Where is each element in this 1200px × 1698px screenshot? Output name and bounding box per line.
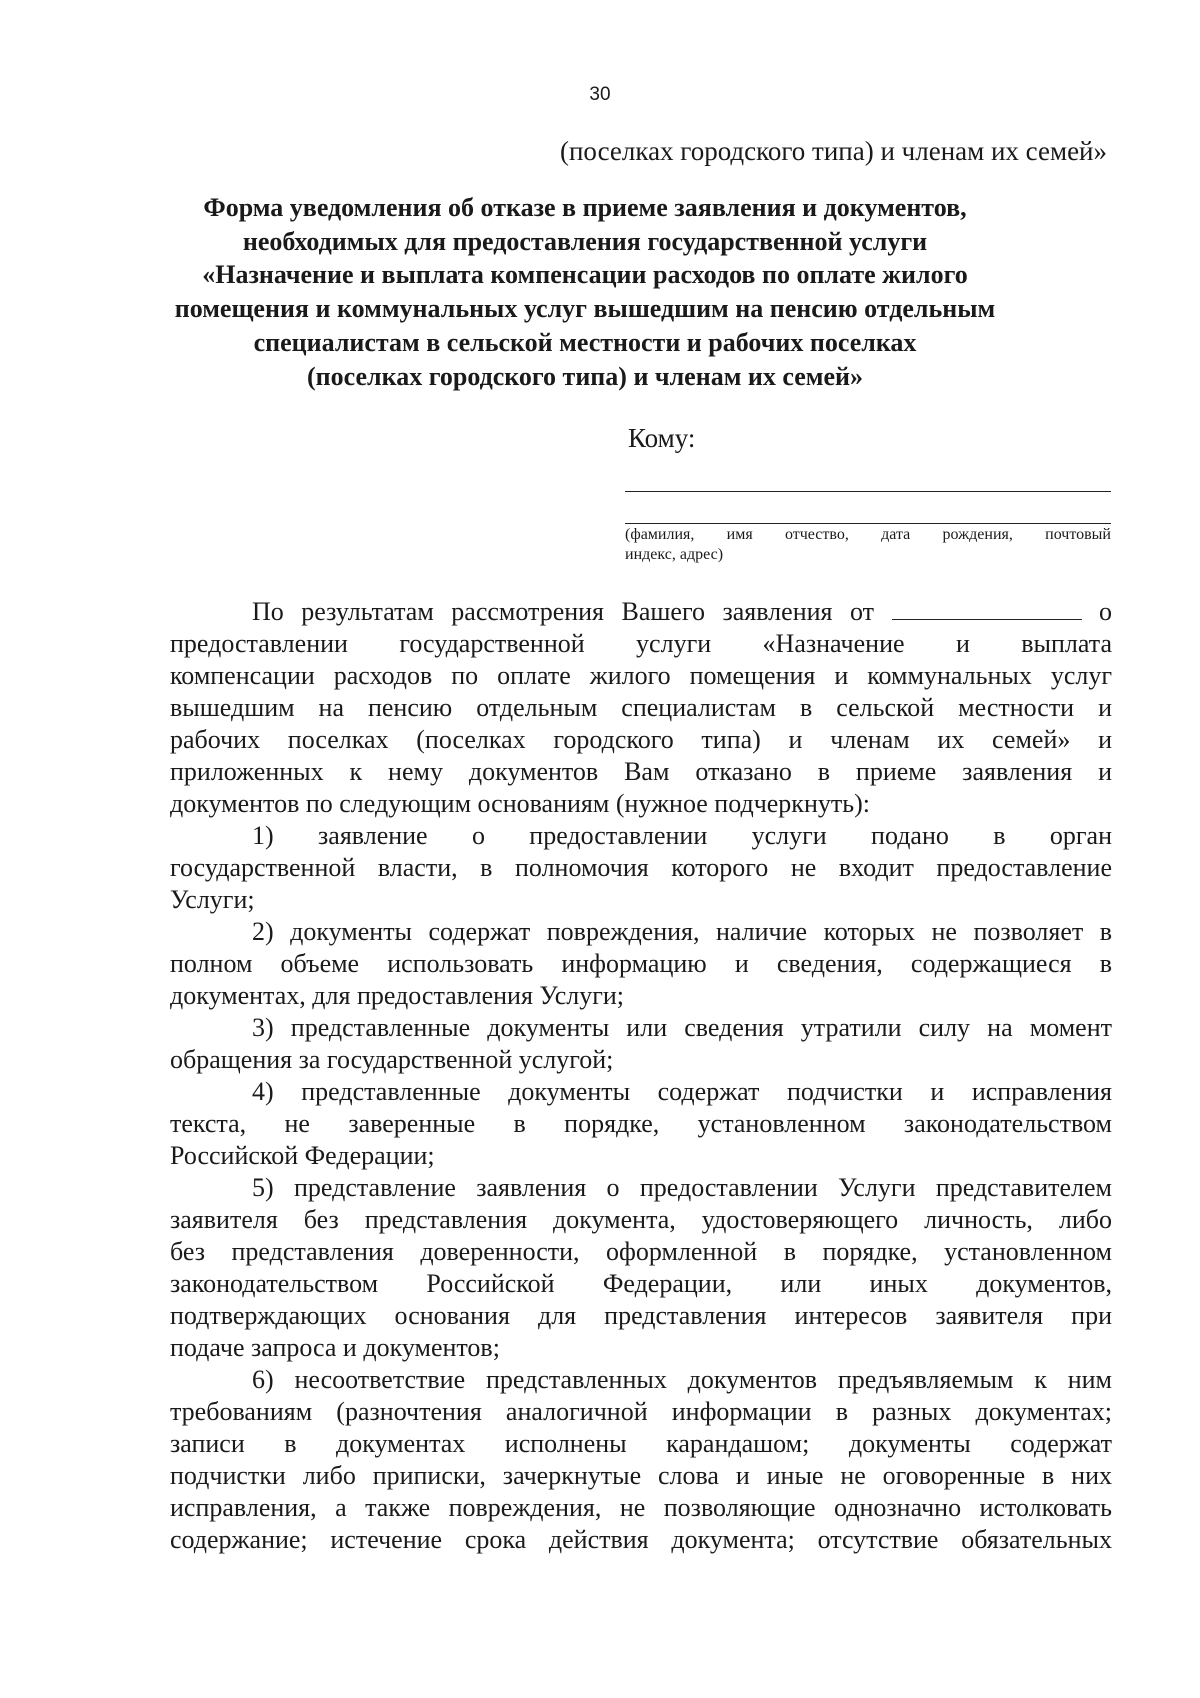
ground-3-line: обращения за государственной услугой; bbox=[170, 1045, 614, 1074]
ground-4-line: Российской Федерации; bbox=[170, 1141, 435, 1170]
notice-body bbox=[170, 596, 1112, 1556]
ground-5-line: без представления доверенности, оформленной в порядке, установленном bbox=[170, 1237, 1112, 1266]
intro-first-line bbox=[170, 596, 1112, 628]
ground-5-line: подтверждающих основания для представления интересов заявителя при bbox=[170, 1301, 1112, 1330]
ground-6-line: записи в документах исполнены карандашом; документы содержат bbox=[170, 1429, 1112, 1458]
ground-1-line: 1) заявление о предоставлении услуги подано в орган bbox=[252, 821, 1112, 850]
ground-3-line: 3) представленные документы или сведения утратили силу на момент bbox=[252, 1013, 1112, 1042]
title-line: специалистам в сельской местности и рабочих поселках bbox=[253, 327, 917, 357]
title-line: «Назначение и выплата компенсации расходов по оплате жилого bbox=[202, 260, 968, 290]
text-line: приложенных к нему документов Вам отказано в приеме заявления и bbox=[170, 757, 1112, 786]
ground-5-line: подаче запроса и документов; bbox=[170, 1333, 500, 1362]
page-number: 30 bbox=[589, 84, 611, 105]
intro-first-line-text: По результатам рассмотрения Вашего заявления от bbox=[252, 597, 874, 626]
ground-5-line: заявителя без представления документа, удостоверяющего личность, либо bbox=[170, 1205, 1112, 1234]
ground-2-line: 2) документы содержат повреждения, наличие которых не позволяет в bbox=[252, 917, 1112, 946]
ground-1-line: Услуги; bbox=[170, 885, 255, 914]
recipient-hint-line: (фамилия, имя отчество, дата рождения, почтовый bbox=[625, 526, 1111, 543]
ground-6-line: исправления, а также повреждения, не позволяющие однозначно истолковать bbox=[170, 1493, 1112, 1522]
title-line: (поселках городского типа) и членам их семей» bbox=[306, 361, 864, 391]
title-line: необходимых для предоставления государственной услуги bbox=[242, 226, 928, 256]
recipient-hint bbox=[625, 525, 1111, 565]
text-line: предоставлении государственной услуги «Назначение и выплата bbox=[170, 629, 1112, 658]
recipient-blank-line bbox=[625, 491, 1111, 492]
ground-5-line: 5) представление заявления о предоставлении Услуги представителем bbox=[252, 1173, 1112, 1202]
text-line: рабочих поселках (поселках городского типа) и членам их семей» и bbox=[170, 725, 1112, 754]
ground-6-line: требованиям (разночтения аналогичной информации в разных документах; bbox=[170, 1397, 1112, 1426]
recipient-blank-line bbox=[625, 523, 1111, 524]
text-line: компенсации расходов по оплате жилого помещения и коммунальных услуг bbox=[170, 661, 1112, 690]
ground-6-line: подчистки либо приписки, зачеркнутые слова и иные не оговоренные в них bbox=[170, 1461, 1112, 1490]
ground-2-line: полном объеме использовать информацию и сведения, содержащиеся в bbox=[170, 949, 1112, 978]
ground-2-line: документах, для предоставления Услуги; bbox=[170, 981, 625, 1010]
ground-6-line: содержание; истечение срока действия документа; отсутствие обязательных bbox=[170, 1525, 1112, 1554]
title-line: Форма уведомления об отказе в приеме заявления и документов, bbox=[203, 193, 967, 222]
intro-first-line-end: о bbox=[1099, 597, 1112, 626]
application-date-blank bbox=[892, 597, 1082, 620]
form-title bbox=[150, 191, 1020, 393]
text-line: вышедшим на пенсию отдельным специалистам в сельской местности и bbox=[170, 693, 1112, 722]
ground-5-line: законодательством Российской Федерации, или иных документов, bbox=[170, 1269, 1112, 1298]
recipient-hint-line: индекс, адрес) bbox=[625, 546, 724, 563]
ground-4-line: текста, не заверенные в порядке, установленном законодательством bbox=[170, 1109, 1112, 1138]
text-line: документов по следующим основаниям (нужное подчеркнуть): bbox=[170, 789, 870, 818]
ground-1-line: государственной власти, в полномочия которого не входит предоставление bbox=[170, 853, 1112, 882]
ground-4-line: 4) представленные документы содержат подчистки и исправления bbox=[252, 1077, 1112, 1106]
recipient-label: Кому: bbox=[628, 423, 696, 453]
title-line: помещения и коммунальных услуг вышедшим на пенсию отдельным bbox=[174, 294, 996, 324]
continuation-line: (поселках городского типа) и членам их семей» bbox=[559, 136, 1107, 166]
ground-6-line: 6) несоответствие представленных документов предъявляемым к ним bbox=[252, 1365, 1112, 1394]
